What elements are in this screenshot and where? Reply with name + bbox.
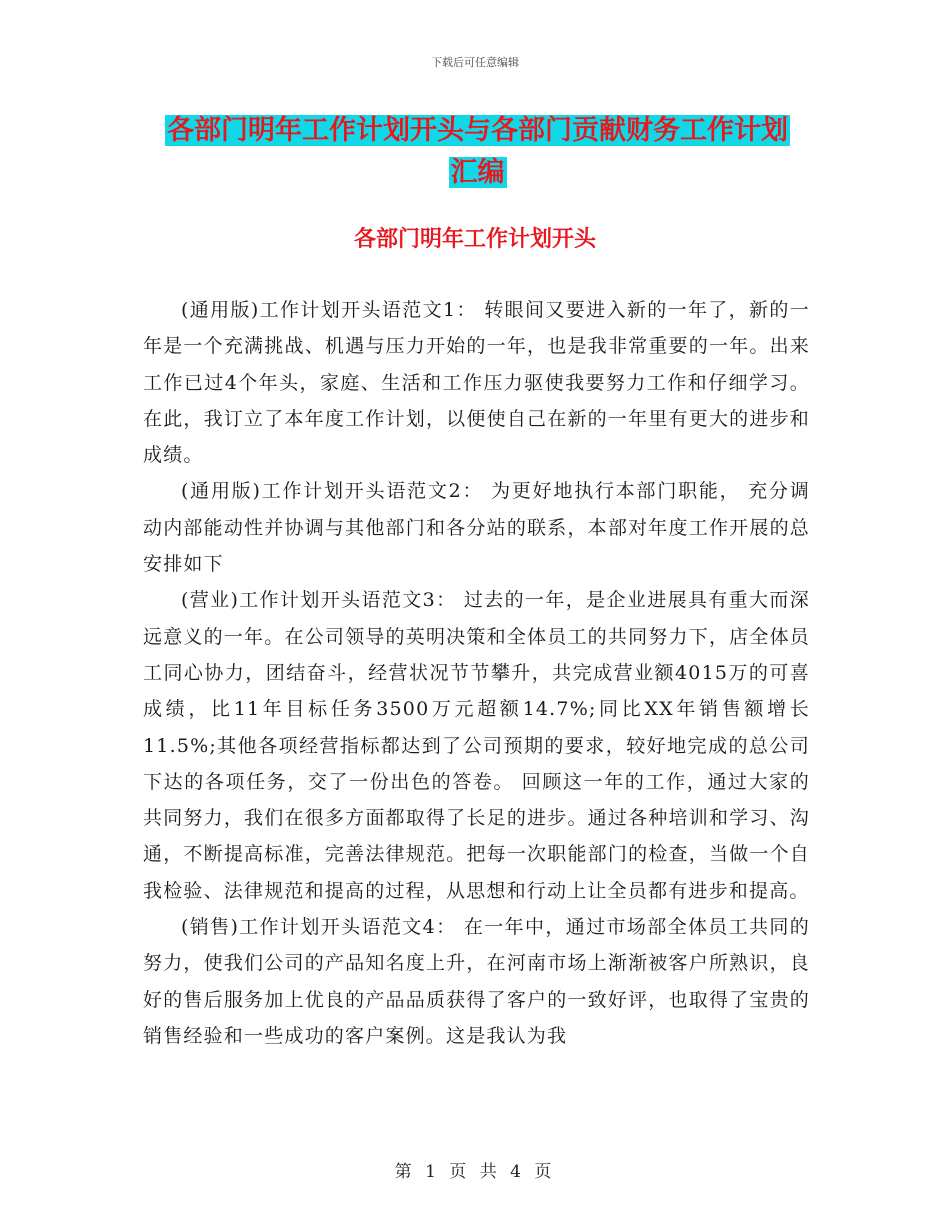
paragraph-1: (通用版)工作计划开头语范文1： 转眼间又要进入新的一年了，新的一年是一个充满挑战、机遇与压力开始的一年，也是我非常重要的一年。出来工作已过4个年头，家庭、生活和工作压力驱使我要努力工作和仔细学习。在此，我订立了本年度工作计划，以便使自己在新的一年里有更大的进步和成绩。: [143, 299, 810, 467]
header-note: 下载后可任意编辑: [431, 56, 519, 69]
paragraph-3: (营业)工作计划开头语范文3： 过去的一年，是企业进展具有重大而深远意义的一年。在公司领导的英明决策和全体员工的共同努力下，店全体员工同心协力，团结奋斗，经营状况节节攀升，共完成营业额4015万的可喜成绩，比11年目标任务3500万元超额14.7%;同比XX年销售额增长11.5%;其他各项经营指标都达到了公司预期的要求，较好地完成的总公司下达的各项任务，交了一份出色的答卷。 回顾这一年的工作，通过大家的共同努力，我们在很多方面都取得了长足的进步。通过各种培训和学习、沟通，不断提高标准，完善法律规范。把每一次职能部门的检查，当做一个自我检验、法律规范和提高的过程，从思想和行动上让全员都有进步和提高。: [143, 589, 810, 902]
document-title-line1: 各部门明年工作计划开头与各部门贡献财务工作计划: [167, 115, 788, 146]
page-number: 第 1 页 共 4 页: [394, 1162, 556, 1182]
document-title: [145, 110, 810, 194]
body-text: [143, 292, 810, 1054]
document-title-line2: 汇编: [450, 157, 505, 188]
paragraph-4: (销售)工作计划开头语范文4： 在一年中，通过市场部全体员工共同的努力，使我们公司的产品知名度上升，在河南市场上渐渐被客户所熟识，良好的售后服务加上优良的产品品质获得了客户的一致好评，也取得了宝贵的销售经验和一些成功的客户案例。这是我认为我: [143, 916, 810, 1047]
section-title: 各部门明年工作计划开头: [353, 227, 596, 252]
paragraph-2: (通用版)工作计划开头语范文2： 为更好地执行本部门职能， 充分调动内部能动性并协调与其他部门和各分站的联系，本部对年度工作开展的总安排如下: [143, 480, 810, 576]
